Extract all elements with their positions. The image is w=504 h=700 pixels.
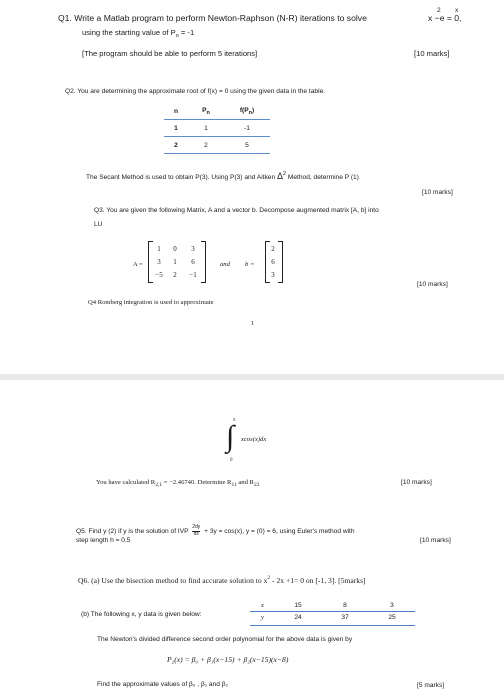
q6-polynomial: P₂(x) = β₀ + β₁(x−15) + β₂(x−15)(x−8) xyxy=(167,655,289,664)
q2-line1: Q2. You are determining the approximate root of f(x) = 0 using the given data in the table. xyxy=(65,88,326,95)
table-row xyxy=(164,137,270,154)
matrix-cell: 6 xyxy=(191,258,195,266)
q2-secant-line: The Secant Method is used to obtain P(3). Using P(3) and Aitken $\Delta^2$ Method, determine P (1) xyxy=(86,171,359,181)
table-cell: 37 xyxy=(341,614,349,621)
matrix-cell: −5 xyxy=(155,271,163,279)
q4-marks: [10 marks] xyxy=(401,479,432,486)
q4-integrand: xcos(x)dx xyxy=(241,436,267,443)
table-row xyxy=(250,600,415,612)
table-cell: 15 xyxy=(294,602,302,609)
table-cell: x xyxy=(261,602,264,609)
q2-header-pn: $P_n$ xyxy=(202,106,210,116)
q1-exp-e: x xyxy=(455,7,459,14)
q1-note: [The program should be able to perform 5 iterations] xyxy=(82,49,258,58)
table-cell: 8 xyxy=(343,602,347,609)
integral-lower: 0 xyxy=(230,458,233,463)
page-2 xyxy=(0,380,504,700)
q2-data-table xyxy=(164,103,270,154)
q1-line1: Q1. Write a Matlab program to perform Newton-Raphson (N-R) iterations to solve xyxy=(58,13,367,23)
q5-marks: [10 marks] xyxy=(420,537,451,544)
matrix-cell: 1 xyxy=(173,258,177,266)
table-row xyxy=(250,612,415,624)
q3-line2: LU xyxy=(94,221,103,228)
vector-cell: 6 xyxy=(271,258,275,266)
q2-header-fpn: $f(P_n)$ xyxy=(239,106,255,116)
table-cell: 24 xyxy=(294,614,302,621)
matrix-cell: −1 xyxy=(189,271,197,279)
q4-upper-limit: 1 xyxy=(251,320,255,327)
q2-marks: [10 marks] xyxy=(422,189,453,196)
table-cell: 1 xyxy=(174,124,178,132)
q4-calc-line: You have calculated $R_{2,1} = -2.46740$. Determine $R_{11}$ and $R_{22}$ xyxy=(96,479,260,488)
table-cell: 5 xyxy=(245,141,249,149)
table-cell: -1 xyxy=(244,124,250,132)
matrix-cell: 2 xyxy=(173,271,177,279)
matrix-cell: 0 xyxy=(173,245,177,253)
table-cell: 25 xyxy=(388,614,396,621)
q3-line1: Q3. You are given the following Matrix, A and a vector b. Decompose augmented matrix [A, b] into xyxy=(94,207,379,214)
q1-marks: [10 marks] xyxy=(414,49,450,58)
table-cell: 2 xyxy=(204,141,208,149)
vector-cell: 3 xyxy=(271,271,275,279)
q6-data-table xyxy=(250,600,415,623)
q2-header-n: n xyxy=(173,107,179,115)
q5-line2: step length h = 0.5 xyxy=(76,537,131,544)
q6-part-b: (b) The following x, y data is given below: xyxy=(81,611,202,618)
q4-line1: Q4 Romberg integration is used to approximate xyxy=(88,299,214,306)
q3-and-label: and xyxy=(220,261,230,268)
q6-find-line: Find the approximate values of β₀ , β₁ and β₂ xyxy=(97,681,229,688)
matrix-a-right-bracket xyxy=(201,241,206,283)
matrix-cell: 3 xyxy=(191,245,195,253)
vector-cell: 2 xyxy=(271,245,275,253)
table-cell: y xyxy=(261,614,264,621)
q6-table-bottom-rule xyxy=(250,625,415,626)
integral-upper: π xyxy=(233,418,236,423)
q1-equation: x −e = 0, xyxy=(428,13,462,23)
q1-exp-x: 2 xyxy=(437,7,441,14)
table-cell: 2 xyxy=(174,141,178,149)
table-cell: 3 xyxy=(390,602,394,609)
q6-newton-line: The Newton's divided difference second order polynomial for the above data is given by xyxy=(97,636,353,643)
q3-b-label: b = xyxy=(245,261,255,268)
integral-sign: ∫ xyxy=(226,420,235,453)
q5-fraction: $\frac{2dy}{dx}$ xyxy=(192,524,201,537)
table-row xyxy=(164,120,270,137)
table-cell: 1 xyxy=(204,124,208,132)
q3-a-label: A = xyxy=(133,261,143,268)
q6-marks: [5 marks] xyxy=(417,682,445,689)
q2-table-header xyxy=(164,103,270,120)
matrix-cell: 1 xyxy=(157,245,161,253)
q5-line1: Q5. Find y (2) if y is the solution of IVP $\frac{2dy}{dx}$ + 3y = cos(x), y = (0) = 6, using Euler's method with xyxy=(76,524,355,537)
matrix-cell: 3 xyxy=(157,258,161,266)
q1-line2: using the starting value of $P_o = -1$ xyxy=(82,28,195,39)
q3-marks: [10 marks] xyxy=(417,281,448,288)
q6-line1: Q6. (a) Use the bisection method to find accurate solution to $x^2 - 2x +1= 0$ on [-1, 3]. [5marks] xyxy=(78,575,366,585)
